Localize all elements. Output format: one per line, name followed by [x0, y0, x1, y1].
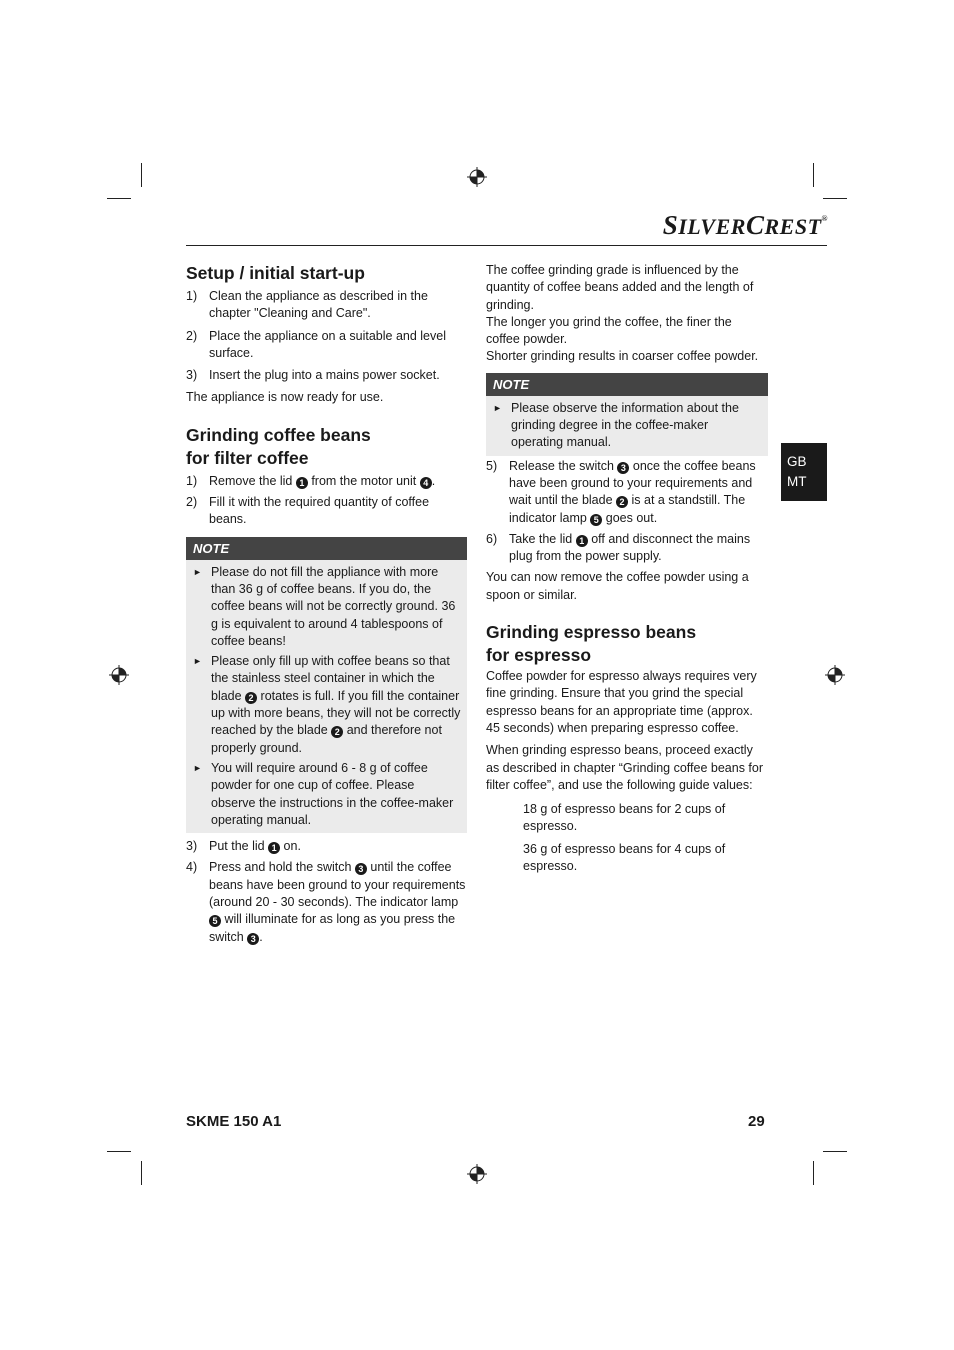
model-number: SKME 150 A1 — [186, 1113, 282, 1130]
page-number: 29 — [748, 1113, 765, 1130]
list-item: 6) Take the lid 1 off and disconnect the mains plug from the power supply. — [486, 531, 751, 564]
switch-number-icon: 3 — [617, 462, 629, 474]
arrow-icon: ► — [193, 656, 202, 667]
grinding-steps-a — [186, 473, 467, 529]
list-item: ► Please only fill up with coffee beans so that the stainless steel container in which the blade 2 rotates is full. If you fill the container up with more beans, they will not be correctly reached by the blade 2 and therefore not properly ground. — [193, 654, 461, 755]
grinding-steps-b — [186, 838, 467, 946]
registration-mark-icon — [825, 665, 845, 685]
left-column — [186, 262, 467, 946]
registration-mark-icon — [467, 1164, 487, 1184]
list-item: 4) Press and hold the switch 3 until the coffee beans have been ground to your requirements (around 20 - 30 seconds). The indicator lamp 5 will illuminate for as long as you press the switch 3 . — [186, 860, 466, 944]
indicator-lamp-number-icon: 5 — [209, 915, 221, 927]
guide-value-2: 36 g of espresso beans for 4 cups of espresso. — [523, 841, 726, 874]
grade-text-3: Shorter grinding results in coarser coffee powder. — [486, 349, 759, 364]
arrow-icon: ► — [493, 402, 502, 413]
arrow-icon: ► — [193, 762, 202, 773]
right-column — [486, 262, 768, 875]
list-item: 3) Insert the plug into a mains power socket. — [186, 368, 440, 383]
ready-text: The appliance is now ready for use. — [186, 390, 384, 405]
grinding-steps-c — [486, 458, 768, 566]
note-box — [186, 537, 467, 833]
motor-unit-number-icon: 4 — [420, 477, 432, 489]
crop-mark — [813, 1161, 814, 1185]
list-item: ► Please observe the information about the grinding degree in the coffee-maker operating manual. — [493, 400, 739, 450]
brand-logo: SILVERCREST® — [662, 210, 828, 240]
blade-number-icon: 2 — [331, 726, 343, 738]
crop-mark — [823, 198, 847, 199]
note-label: NOTE — [186, 537, 467, 560]
blade-number-icon: 2 — [616, 496, 628, 508]
list-item: 1) Clean the appliance as described in the chapter "Cleaning and Care". — [186, 289, 428, 321]
crop-mark — [141, 163, 142, 187]
list-item: ► You will require around 6 - 8 g of coffee powder for one cup of coffee. Please observe the instructions in the coffee-maker operating manual. — [193, 760, 454, 827]
crop-mark — [107, 1151, 131, 1152]
header-rule — [186, 245, 827, 246]
crop-mark — [141, 1161, 142, 1185]
list-item: ► Please do not fill the appliance with more than 36 g of coffee beans. If you do, the coffee beans will not be correctly ground. 36 g is equivalent to around 4 tablespoons of coffee beans! — [193, 564, 456, 648]
language-tab — [781, 443, 827, 501]
note-box — [486, 373, 768, 456]
language-code-gb: GB — [787, 454, 807, 469]
crop-mark — [823, 1151, 847, 1152]
switch-number-icon: 3 — [247, 933, 259, 945]
list-item: 2) Fill it with the required quantity of coffee beans. — [186, 495, 430, 527]
setup-heading: Setup / initial start-up — [186, 263, 365, 283]
espresso-text-1: Coffee powder for espresso always requires very fine grinding. Ensure that you grind the special espresso beans for an appropriate time (approx. 45 seconds) when preparing espresso coffee. — [486, 669, 757, 735]
grinding-espresso-heading: Grinding espresso beans for espresso — [486, 622, 697, 666]
list-item: 1) Remove the lid 1 from the motor unit 4 . — [186, 473, 436, 488]
note-label: NOTE — [486, 373, 768, 396]
language-code-mt: MT — [787, 474, 807, 489]
lid-number-icon: 1 — [576, 535, 588, 547]
espresso-text-2: When grinding espresso beans, proceed exactly as described in chapter “Grinding coffee beans for filter coffee”, and use the following guide values: — [486, 743, 764, 792]
registration-mark-icon — [109, 665, 129, 685]
guide-value-1: 18 g of espresso beans for 2 cups of espresso. — [523, 802, 726, 834]
setup-steps — [186, 288, 467, 384]
grade-text-1: The coffee grinding grade is influenced by the quantity of coffee beans added and the length of grinding. — [486, 263, 754, 312]
switch-number-icon: 3 — [355, 863, 367, 875]
grade-text-2: The longer you grind the coffee, the finer the coffee powder. — [486, 314, 732, 347]
list-item: 5) Release the switch 3 once the coffee beans have been ground to your requirements and wait until the blade 2 is at a standstill. The indicator lamp 5 goes out. — [486, 458, 756, 525]
blade-number-icon: 2 — [245, 692, 257, 704]
remove-powder-text: You can now remove the coffee powder using a spoon or similar. — [486, 570, 749, 602]
grinding-filter-heading: Grinding coffee beans for filter coffee — [186, 424, 371, 468]
list-item: 2) Place the appliance on a suitable and level surface. — [186, 328, 446, 360]
crop-mark — [107, 198, 131, 199]
registration-mark-icon — [467, 167, 487, 187]
list-item: 3) Put the lid 1 on. — [186, 839, 301, 854]
crop-mark — [813, 163, 814, 187]
lid-number-icon: 1 — [268, 842, 280, 854]
lid-number-icon: 1 — [296, 477, 308, 489]
arrow-icon: ► — [193, 566, 202, 577]
indicator-lamp-number-icon: 5 — [590, 514, 602, 526]
